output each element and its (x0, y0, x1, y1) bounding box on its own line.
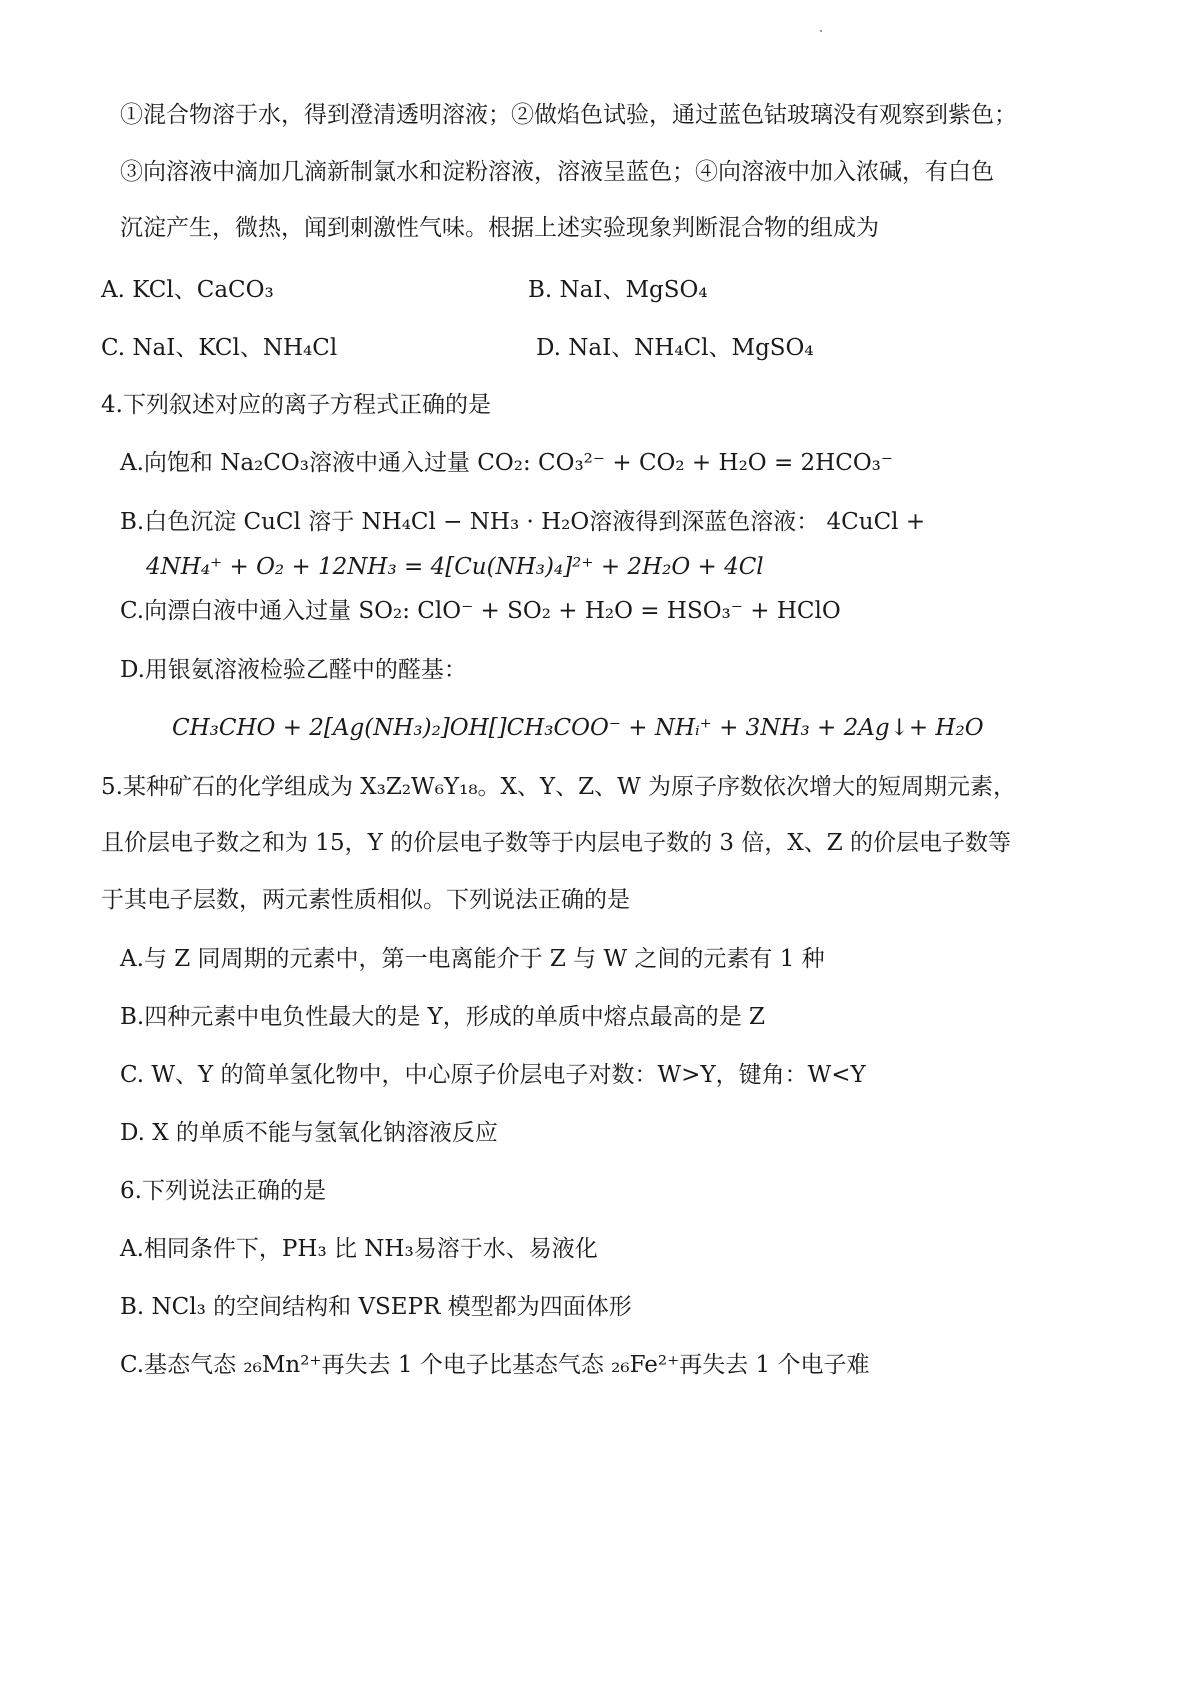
q5-option-d: D. X 的单质不能与氢氧化钠溶液反应 (120, 1120, 498, 1146)
q5-stem-line-3: 于其电子层数，两元素性质相似。下列说法正确的是 (101, 887, 630, 913)
q5-option-a: A.与 Z 同周期的元素中，第一电离能介于 Z 与 W 之间的元素有 1 种 (120, 946, 825, 972)
q5-stem-line-1: 5.某种矿石的化学组成为 X₃Z₂W₆Y₁₈。X、Y、Z、W 为原子序数依次增大的短周期元素， (101, 774, 1017, 800)
q5-option-c: C. W、Y 的简单氢化物中，中心原子价层电子对数：W>Y，键角：W<Y (120, 1062, 866, 1088)
scan-speck (820, 30, 822, 32)
q4-option-c: C.向漂白液中通入过量 SO₂: ClO⁻ + SO₂ + H₂O = HSO₃⁻ + HClO (120, 598, 841, 624)
q6-option-b: B. NCl₃ 的空间结构和 VSEPR 模型都为四面体形 (120, 1294, 632, 1320)
q6-option-c: C.基态气态 ₂₆Mn²⁺再失去 1 个电子比基态气态 ₂₆Fe²⁺再失去 1 个电子难 (120, 1352, 870, 1378)
q4-stem: 4.下列叙述对应的离子方程式正确的是 (101, 392, 491, 418)
q5-stem-line-2: 且价层电子数之和为 15，Y 的价层电子数等于内层电子数的 3 倍，X、Z 的价层电子数等 (101, 830, 1011, 856)
q4-option-a: A.向饱和 Na₂CO₃溶液中通入过量 CO₂: CO₃²⁻ + CO₂ + H₂O = 2HCO₃⁻ (120, 450, 894, 476)
q6-stem: 6.下列说法正确的是 (120, 1178, 326, 1204)
q3-line-1: ①混合物溶于水，得到澄清透明溶液；②做焰色试验，通过蓝色钴玻璃没有观察到紫色； (120, 102, 1017, 128)
q3-option-c: C. NaI、KCl、NH₄Cl (101, 335, 338, 361)
q6-option-a: A.相同条件下，PH₃ 比 NH₃易溶于水、易液化 (120, 1236, 598, 1262)
q4-option-d-equation: CH₃CHO + 2[Ag(NH₃)₂]OH[]CH₃COO⁻ + NHᵢ⁺ + 3NH₃ + 2Ag↓+ H₂O (172, 715, 984, 741)
q3-option-b: B. NaI、MgSO₄ (528, 277, 708, 303)
q5-option-b: B.四种元素中电负性最大的是 Y，形成的单质中熔点最高的是 Z (120, 1004, 765, 1030)
q4-option-b-line-1: B.白色沉淀 CuCl 溶于 NH₄Cl − NH₃ · H₂O溶液得到深蓝色溶液： 4CuCl + (120, 509, 926, 535)
q4-option-d-line-1: D.用银氨溶液检验乙醛中的醛基： (120, 657, 467, 683)
q3-option-d: D. NaI、NH₄Cl、MgSO₄ (536, 335, 814, 361)
q3-line-2: ③向溶液中滴加几滴新制氯水和淀粉溶液，溶液呈蓝色；④向溶液中加入浓碱，有白色 (120, 159, 994, 185)
q4-option-b-line-2: 4NH₄⁺ + O₂ + 12NH₃ = 4[Cu(NH₃)₄]²⁺ + 2H₂O + 4Cl (146, 554, 764, 580)
q3-option-a: A. KCl、CaCO₃ (101, 277, 274, 303)
q3-line-3: 沉淀产生，微热，闻到刺激性气味。根据上述实验现象判断混合物的组成为 (120, 215, 879, 241)
